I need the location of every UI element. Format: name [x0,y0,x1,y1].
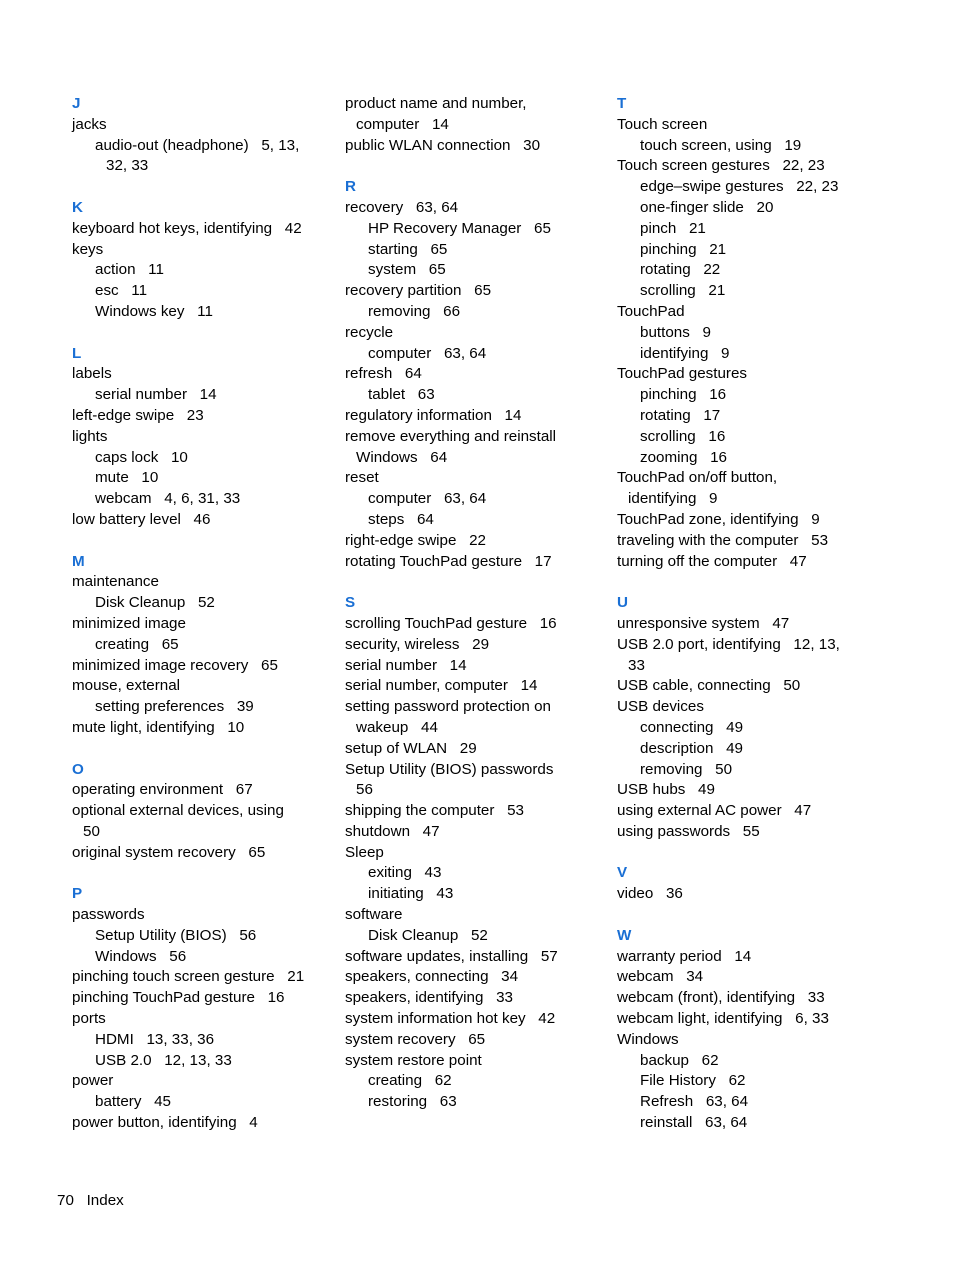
index-entry: recycle [345,323,394,341]
section-gap [345,572,607,593]
index-subentry: starting 65 [368,240,448,258]
index-letter-heading: W [617,926,632,944]
index-letter-heading: O [72,760,84,778]
index-subentry: computer 63, 64 [368,344,487,362]
index-subentry: one-finger slide 20 [640,198,774,216]
index-entry: USB hubs 49 [617,781,715,799]
index-entry-continuation: 56 [356,781,373,799]
index-subentry: esc 11 [95,282,148,300]
index-letter-heading: P [72,885,83,903]
section-gap [72,177,334,198]
index-entry: mute light, identifying 10 [72,718,245,736]
section-gap [72,323,334,344]
index-entry: reset [345,469,379,487]
index-column-left [72,94,334,1134]
index-entry: webcam light, identifying 6, 33 [617,1010,829,1028]
index-entry: unresponsive system 47 [617,614,790,632]
index-subentry: USB 2.0 12, 13, 33 [95,1051,232,1069]
index-entry: using external AC power 47 [617,802,812,820]
index-entry: turning off the computer 47 [617,552,807,570]
index-subentry: buttons 9 [640,323,711,341]
index-subentry: initiating 43 [368,885,454,903]
index-subentry: File History 62 [640,1072,746,1090]
index-subentry: rotating 22 [640,261,721,279]
index-entry: Sleep [345,843,384,861]
index-subentry: connecting 49 [640,718,744,736]
index-entry: low battery level 46 [72,510,211,528]
index-entry-continuation: 33 [628,656,645,674]
index-subentry: mute 10 [95,469,159,487]
index-subentry: Disk Cleanup 52 [95,594,215,612]
index-entry: TouchPad [617,302,685,320]
index-entry: regulatory information 14 [345,406,522,424]
index-entry: speakers, connecting 34 [345,968,519,986]
page-footer [57,1191,124,1212]
index-entry: traveling with the computer 53 [617,531,829,549]
index-entry: USB devices [617,698,704,716]
index-subentry: touch screen, using 19 [640,136,802,154]
index-entry: software [345,906,403,924]
index-letter-heading: L [72,344,82,362]
index-subentry: HP Recovery Manager 65 [368,219,551,237]
index-entry: left-edge swipe 23 [72,406,204,424]
section-gap [72,531,334,552]
index-subentry: description 49 [640,739,743,757]
index-letter-heading: S [345,594,356,612]
index-entry: setup of WLAN 29 [345,739,477,757]
index-subentry: removing 50 [640,760,733,778]
index-entry-continuation: computer 14 [356,115,449,133]
index-letter-heading: J [72,95,81,112]
index-entry: pinching TouchPad gesture 16 [72,989,285,1007]
index-entry: system recovery 65 [345,1030,486,1048]
index-subentry: reinstall 63, 64 [640,1114,748,1132]
index-entry: refresh 64 [345,365,422,383]
index-entry: recovery partition 65 [345,282,492,300]
index-entry: original system recovery 65 [72,843,266,861]
index-entry: software updates, installing 57 [345,947,558,965]
index-entry: passwords [72,906,145,924]
index-entry: webcam (front), identifying 33 [617,989,825,1007]
index-entry: TouchPad on/off button, [617,469,778,487]
index-entry: ports [72,1010,106,1028]
index-entry: system restore point [345,1051,482,1069]
section-gap [617,843,879,864]
index-entry: setting password protection on [345,698,551,716]
index-entry: keys [72,240,104,258]
index-entry: video 36 [617,885,683,903]
index-entry: optional external devices, using [72,802,284,820]
index-subentry: webcam 4, 6, 31, 33 [95,490,241,508]
index-entry: rotating TouchPad gesture 17 [345,552,552,570]
index-subentry: identifying 9 [640,344,730,362]
index-subentry: Refresh 63, 64 [640,1093,749,1111]
index-subentry: Windows key 11 [95,302,213,320]
index-entry-continuation: identifying 9 [628,490,718,508]
index-letter-heading: K [72,198,83,216]
index-subentry: HDMI 13, 33, 36 [95,1030,215,1048]
index-entry: keyboard hot keys, identifying 42 [72,219,302,237]
index-entry: shutdown 47 [345,822,440,840]
index-subentry: audio-out (headphone) 5, 13, [95,136,300,154]
index-subentry: computer 63, 64 [368,490,487,508]
index-subentry: serial number 14 [95,386,217,404]
index-subentry-continuation: 32, 33 [106,157,149,175]
index-entry: scrolling TouchPad gesture 16 [345,614,557,632]
index-entry: minimized image [72,614,186,632]
index-subentry: restoring 63 [368,1093,457,1111]
index-entry: TouchPad gestures [617,365,748,383]
index-entry: security, wireless 29 [345,635,490,653]
index-entry: public WLAN connection 30 [345,136,541,154]
index-subentry: pinch 21 [640,219,706,237]
index-entry: USB 2.0 port, identifying 12, 13, [617,635,840,653]
index-entry: webcam 34 [617,968,704,986]
index-entry: mouse, external [72,677,181,695]
index-entry: Windows [617,1030,679,1048]
index-subentry: Setup Utility (BIOS) 56 [95,926,257,944]
index-entry: serial number, computer 14 [345,677,538,695]
index-entry: warranty period 14 [617,947,752,965]
section-gap [617,572,879,593]
index-entry: right-edge swipe 22 [345,531,486,549]
index-letter-heading: R [345,178,356,196]
index-entry: serial number 14 [345,656,467,674]
index-entry: operating environment 67 [72,781,253,799]
index-subentry: pinching 16 [640,386,727,404]
index-subentry: action 11 [95,261,164,279]
index-letter-heading: U [617,594,628,612]
section-gap [345,156,607,177]
index-entry-continuation: Windows 64 [356,448,448,466]
index-subentry: exiting 43 [368,864,442,882]
index-entry: Touch screen gestures 22, 23 [617,157,825,175]
index-entry: recovery 63, 64 [345,198,459,216]
index-subentry: tablet 63 [368,386,435,404]
index-column-middle [345,94,607,1113]
index-entry: Touch screen [617,115,708,133]
index-subentry: pinching 21 [640,240,727,258]
index-entry: minimized image recovery 65 [72,656,278,674]
page-number: 70 [57,1192,74,1209]
section-gap [617,905,879,926]
index-subentry: edge–swipe gestures 22, 23 [640,178,839,196]
index-subentry: Disk Cleanup 52 [368,926,488,944]
index-entry: power button, identifying 4 [72,1114,258,1132]
section-title: Index [86,1192,124,1209]
index-entry: Setup Utility (BIOS) passwords [345,760,554,778]
index-column-right [617,94,879,1134]
section-gap [72,739,334,760]
index-entry-continuation: 50 [83,822,100,840]
index-entry: labels [72,365,112,383]
index-entry: remove everything and reinstall [345,427,557,445]
index-subentry: scrolling 16 [640,427,726,445]
index-entry-continuation: wakeup 44 [356,718,438,736]
section-gap [72,863,334,884]
index-entry: system information hot key 42 [345,1010,556,1028]
index-subentry: creating 62 [368,1072,452,1090]
index-letter-heading: M [72,552,85,570]
index-letter-heading: T [617,95,627,112]
index-subentry: caps lock 10 [95,448,188,466]
index-entry: USB cable, connecting 50 [617,677,801,695]
index-subentry: zooming 16 [640,448,727,466]
index-subentry: removing 66 [368,302,461,320]
index-entry: power [72,1072,114,1090]
index-subentry: system 65 [368,261,446,279]
index-entry: pinching touch screen gesture 21 [72,968,305,986]
index-subentry: setting preferences 39 [95,698,254,716]
index-entry: lights [72,427,108,445]
index-subentry: scrolling 21 [640,282,726,300]
index-subentry: rotating 17 [640,406,721,424]
index-subentry: battery 45 [95,1093,171,1111]
index-entry: maintenance [72,573,159,591]
index-letter-heading: V [617,864,628,882]
index-subentry: creating 65 [95,635,179,653]
index-subentry: steps 64 [368,510,434,528]
index-subentry: Windows 56 [95,947,187,965]
index-entry: shipping the computer 53 [345,802,524,820]
index-entry: product name and number, [345,95,527,112]
index-entry: jacks [72,115,107,133]
index-entry: using passwords 55 [617,822,760,840]
index-entry: speakers, identifying 33 [345,989,514,1007]
index-entry: TouchPad zone, identifying 9 [617,510,820,528]
index-subentry: backup 62 [640,1051,719,1069]
